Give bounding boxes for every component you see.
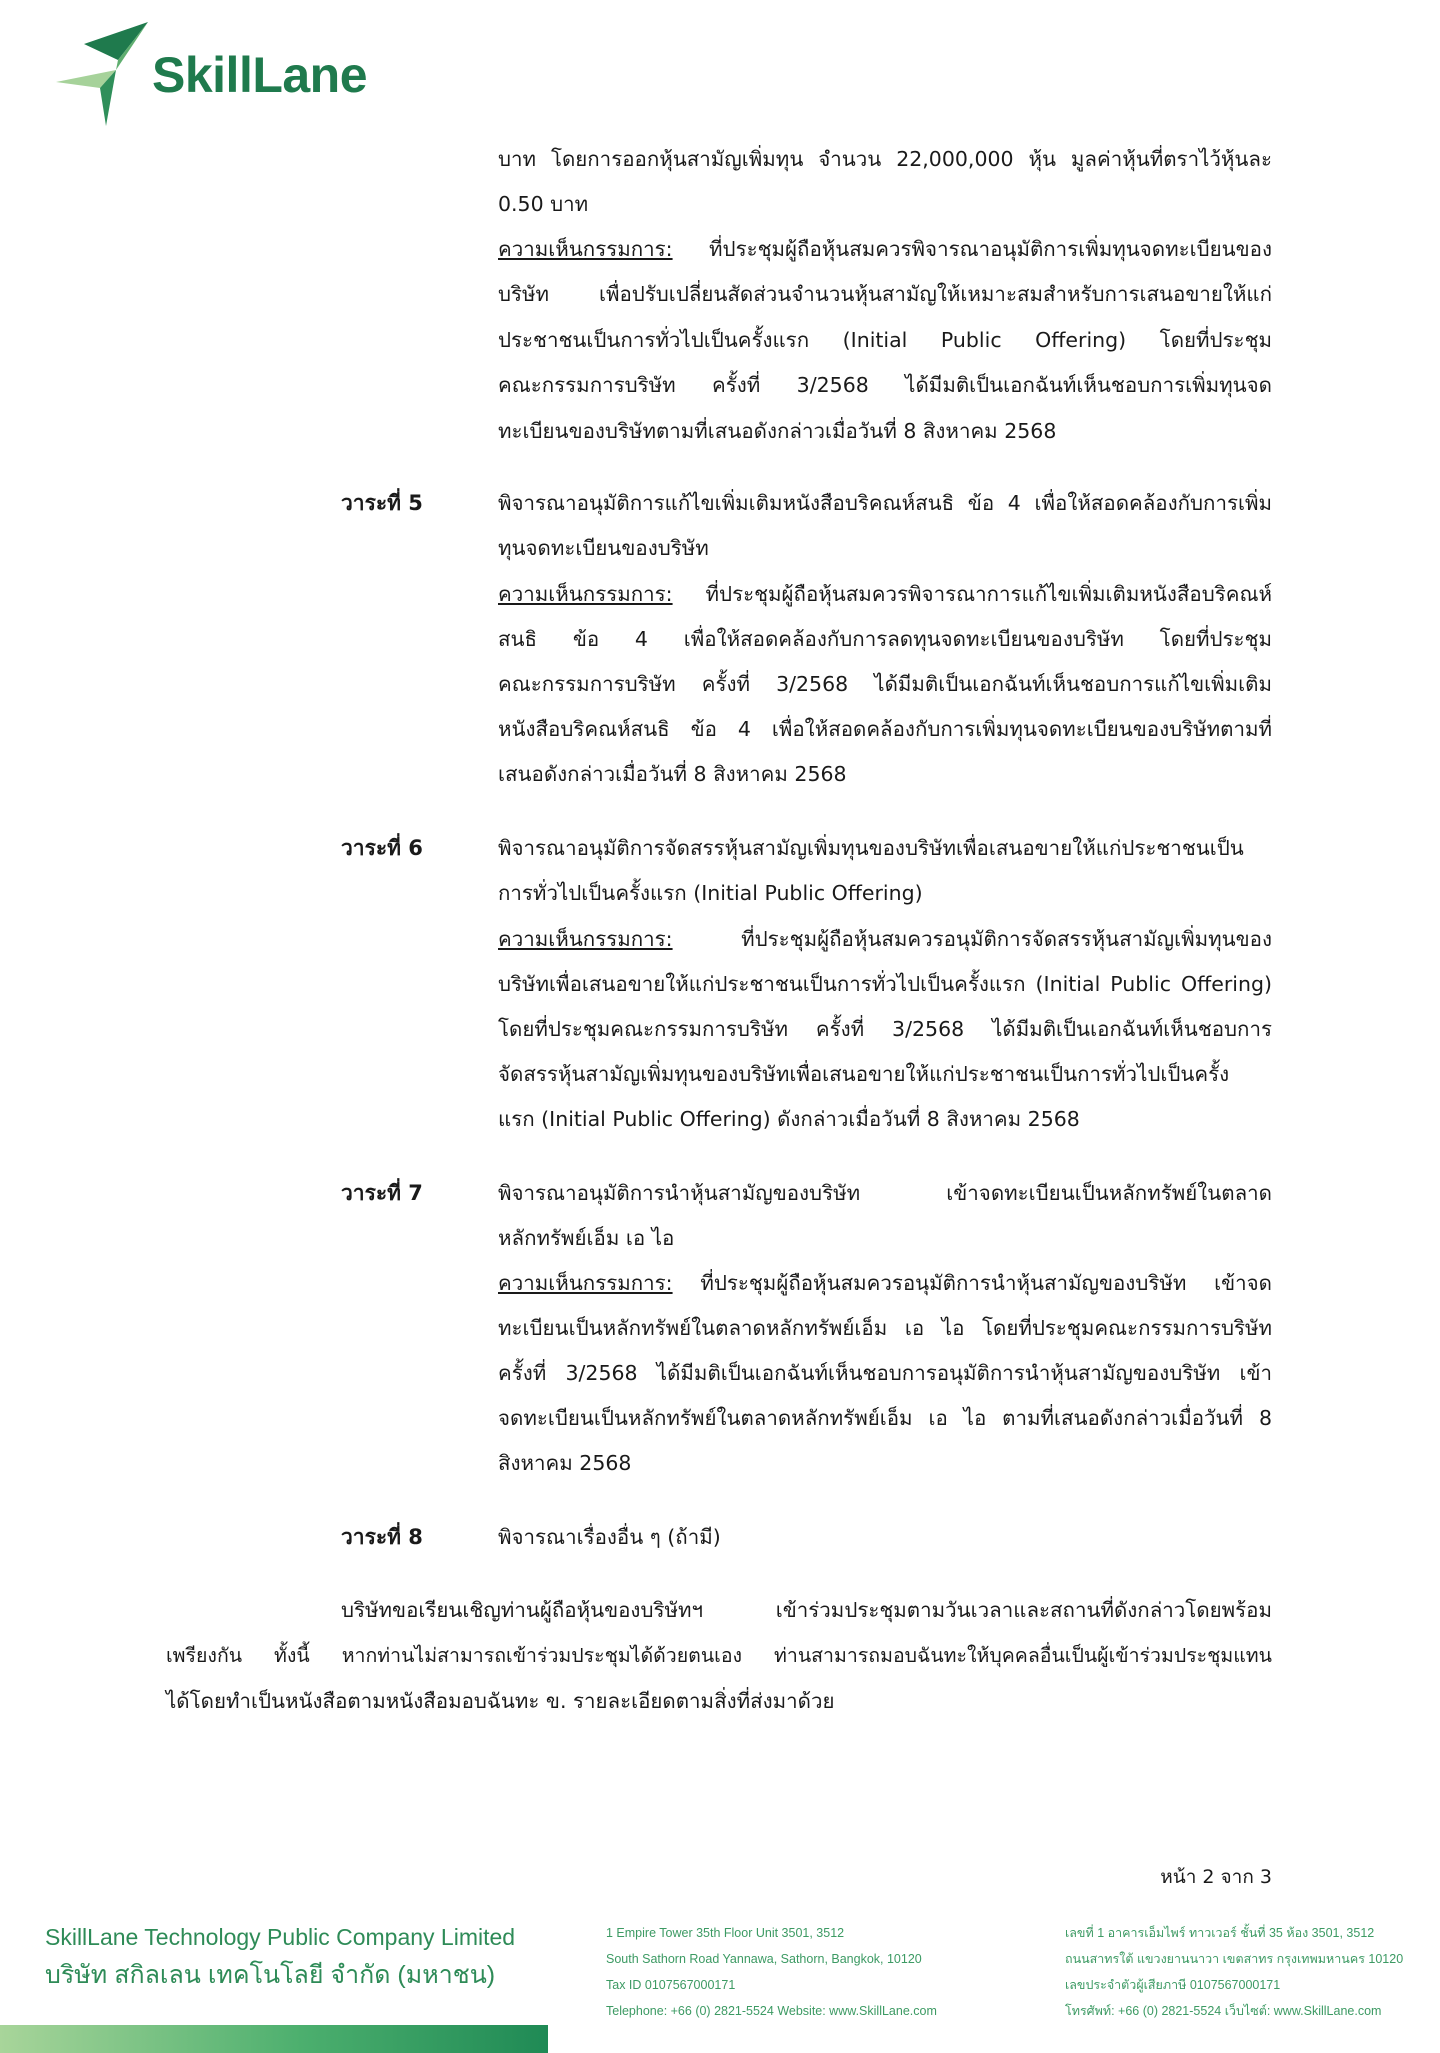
agenda-opinion-line: ครั้งที่ 3/2568 ได้มีมติเป็นเอกฉันท์เห็นชอบการอนุมัติการนำหุ้นสามัญของบริษัท เข้า <box>498 1361 1272 1385</box>
address-line: เลขประจำตัวผู้เสียภาษี 0107567000171 <box>1065 1978 1281 1992</box>
address-line: โทรศัพท์: +66 (0) 2821-5524 เว็บไซต์: www.SkillLane.com <box>1065 2004 1382 2018</box>
closing-line: บริษัทขอเรียนเชิญท่านผู้ถือหุ้นของบริษัทฯ เข้าร่วมประชุมตามวันเวลาและสถานที่ดังกล่าวโดยพร้อม <box>341 1598 1272 1622</box>
agenda-label: วาระที่ 5 <box>341 491 423 515</box>
agenda-title-line: พิจารณาอนุมัติการแก้ไขเพิ่มเติมหนังสือบริคณห์สนธิ ข้อ 4 เพื่อให้สอดคล้องกับการเพิ่ม <box>498 491 1272 515</box>
intro-opinion-line: บริษัท เพื่อปรับเปลี่ยนสัดส่วนจำนวนหุ้นสามัญให้เหมาะสมสำหรับการเสนอขายให้แก่ <box>498 282 1272 306</box>
closing-line: เพรียงกัน ทั้งนี้ หากท่านไม่สามารถเข้าร่วมประชุมได้ด้วยตนเอง ท่านสามารถมอบฉันทะให้บุคคลอื่นเป็นผู้เข้าร่วมประชุมแทน <box>166 1644 1272 1667</box>
opinion-text: ที่ประชุมผู้ถือหุ้นสมควรอนุมัติการจัดสรรหุ้นสามัญเพิ่มทุนของ <box>741 927 1272 951</box>
agenda-opinion-line: หนังสือบริคณห์สนธิ ข้อ 4 เพื่อให้สอดคล้องกับการเพิ่มทุนจดทะเบียนของบริษัทตามที่ <box>498 717 1272 741</box>
agenda-opinion-line: สนธิ ข้อ 4 เพื่อให้สอดคล้องกับการลดทุนจดทะเบียนของบริษัท โดยที่ประชุม <box>498 627 1272 651</box>
opinion-text: ที่ประชุมผู้ถือหุ้นสมควรพิจารณาอนุมัติการเพิ่มทุนจดทะเบียนของ <box>709 237 1272 261</box>
logo-text: SkillLane <box>152 47 368 103</box>
agenda-opinion-line: สิงหาคม 2568 <box>498 1451 632 1475</box>
intro-opinion-line <box>498 234 1272 264</box>
footer-company-en: SkillLane Technology Public Company Limited <box>45 1924 516 1950</box>
company-logo <box>56 22 386 132</box>
agenda-opinion-line: บริษัทเพื่อเสนอขายให้แก่ประชาชนเป็นการทั่วไปเป็นครั้งแรก (Initial Public Offering) <box>498 972 1272 996</box>
agenda-opinion-line: ทะเบียนเป็นหลักทรัพย์ในตลาดหลักทรัพย์เอ็ม เอ ไอ โดยที่ประชุมคณะกรรมการบริษัท <box>498 1316 1272 1340</box>
footer-green-bar <box>0 2025 548 2053</box>
intro-opinion-line: คณะกรรมการบริษัท ครั้งที่ 3/2568 ได้มีมติเป็นเอกฉันท์เห็นชอบการเพิ่มทุนจด <box>498 373 1272 397</box>
agenda-opinion-line: คณะกรรมการบริษัท ครั้งที่ 3/2568 ได้มีมติเป็นเอกฉันท์เห็นชอบการแก้ไขเพิ่มเติม <box>498 672 1272 696</box>
address-line: South Sathorn Road Yannawa, Sathorn, Bangkok, 10120 <box>606 1952 922 1966</box>
closing-line: ได้โดยทำเป็นหนังสือตามหนังสือมอบฉันทะ ข. รายละเอียดตามสิ่งที่ส่งมาด้วย <box>166 1689 835 1713</box>
agenda-title-line: หลักทรัพย์เอ็ม เอ ไอ <box>498 1226 675 1250</box>
address-line: Tax ID 0107567000171 <box>606 1978 736 1992</box>
opinion-text: ที่ประชุมผู้ถือหุ้นสมควรพิจารณาการแก้ไขเพิ่มเติมหนังสือบริคณห์ <box>705 582 1272 606</box>
address-line: ถนนสาทรใต้ แขวงยานนาวา เขตสาทร กรุงเทพมหานคร 10120 <box>1065 1952 1404 1966</box>
agenda-label: วาระที่ 6 <box>341 836 423 860</box>
agenda-opinion-line: โดยที่ประชุมคณะกรรมการบริษัท ครั้งที่ 3/2568 ได้มีมติเป็นเอกฉันท์เห็นชอบการ <box>498 1017 1272 1041</box>
agenda-label: วาระที่ 8 <box>341 1525 423 1549</box>
page-number: หน้า 2 จาก 3 <box>1160 1866 1272 1888</box>
agenda-opinion-line: จดทะเบียนเป็นหลักทรัพย์ในตลาดหลักทรัพย์เอ็ม เอ ไอ ตามที่เสนอดังกล่าวเมื่อวันที่ 8 <box>498 1406 1272 1430</box>
footer-address-th <box>1065 1920 1403 2024</box>
agenda-opinion-line: แรก (Initial Public Offering) ดังกล่าวเมื่อวันที่ 8 สิงหาคม 2568 <box>498 1107 1080 1131</box>
agenda-title-line: ทุนจดทะเบียนของบริษัท <box>498 536 709 560</box>
agenda-opinion-line <box>498 924 1272 954</box>
agenda-label: วาระที่ 7 <box>341 1181 423 1205</box>
footer-address-en <box>606 1920 937 2024</box>
agenda-title-line: การทั่วไปเป็นครั้งแรก (Initial Public Offering) <box>498 881 923 905</box>
opinion-label: ความเห็นกรรมการ: <box>498 582 673 606</box>
skilllane-logo-icon <box>56 22 152 132</box>
opinion-text: ที่ประชุมผู้ถือหุ้นสมควรอนุมัติการนำหุ้นสามัญของบริษัท เข้าจด <box>700 1271 1272 1295</box>
address-line: Telephone: +66 (0) 2821-5524 Website: www.SkillLane.com <box>606 2004 937 2018</box>
agenda-opinion-line: จัดสรรหุ้นสามัญเพิ่มทุนของบริษัทเพื่อเสนอขายให้แก่ประชาชนเป็นการทั่วไปเป็นครั้ง <box>498 1062 1230 1086</box>
intro-opinion-line: ประชาชนเป็นการทั่วไปเป็นครั้งแรก (Initial Public Offering) โดยที่ประชุม <box>498 328 1272 352</box>
intro-line: 0.50 บาท <box>498 192 589 216</box>
address-line: เลขที่ 1 อาคารเอ็มไพร์ ทาวเวอร์ ชั้นที่ 35 ห้อง 3501, 3512 <box>1065 1926 1375 1940</box>
footer-company-th: บริษัท สกิลเลน เทคโนโลยี จำกัด (มหาชน) <box>45 1961 496 1989</box>
address-line: 1 Empire Tower 35th Floor Unit 3501, 3512 <box>606 1926 845 1940</box>
intro-opinion-line: ทะเบียนของบริษัทตามที่เสนอดังกล่าวเมื่อวันที่ 8 สิงหาคม 2568 <box>498 419 1057 443</box>
agenda-title-line: พิจารณาอนุมัติการนำหุ้นสามัญของบริษัท เข้าจดทะเบียนเป็นหลักทรัพย์ในตลาด <box>498 1181 1272 1205</box>
intro-line: บาท โดยการออกหุ้นสามัญเพิ่มทุน จำนวน 22,000,000 หุ้น มูลค่าหุ้นที่ตราไว้หุ้นละ <box>498 147 1272 171</box>
opinion-label: ความเห็นกรรมการ: <box>498 1271 673 1295</box>
opinion-label: ความเห็นกรรมการ: <box>498 927 673 951</box>
agenda-opinion-line: เสนอดังกล่าวเมื่อวันที่ 8 สิงหาคม 2568 <box>498 762 847 786</box>
agenda-title-line: พิจารณาอนุมัติการจัดสรรหุ้นสามัญเพิ่มทุนของบริษัทเพื่อเสนอขายให้แก่ประชาชนเป็น <box>498 836 1244 860</box>
agenda-title-line: พิจารณาเรื่องอื่น ๆ (ถ้ามี) <box>498 1525 721 1549</box>
agenda-opinion-line <box>498 579 1272 609</box>
agenda-opinion-line <box>498 1268 1272 1298</box>
opinion-label: ความเห็นกรรมการ: <box>498 237 673 261</box>
